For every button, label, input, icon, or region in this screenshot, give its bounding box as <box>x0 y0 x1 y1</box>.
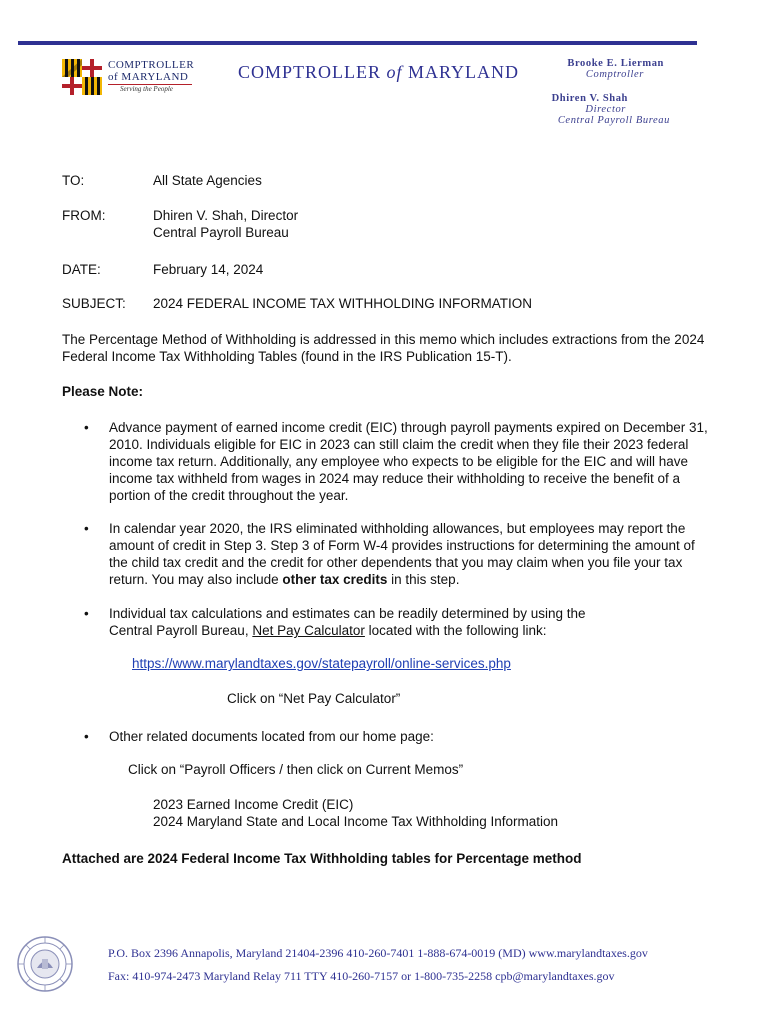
memo-date-label: DATE: <box>62 262 101 277</box>
bullet-text <box>109 605 729 639</box>
signer-director <box>470 93 670 126</box>
bullet-line: the child tax credit and the credit for other dependents that you may claim when you file your tax <box>109 555 683 570</box>
intro-line: The Percentage Method of Withholding is addressed in this memo which includes extractions from the 2024 <box>62 332 705 347</box>
related-doc-eic: 2023 Earned Income Credit (EIC) <box>153 797 354 812</box>
memo-from-label: FROM: <box>62 208 106 223</box>
bullet-text-part: Central Payroll Bureau, <box>109 623 253 638</box>
logo-text-comptroller: COMPTROLLER <box>108 59 195 71</box>
maryland-flag-icon <box>62 59 102 95</box>
logo-text-maryland: of MARYLAND <box>108 71 189 83</box>
footer-contact-line: Fax: 410-974-2473 Maryland Relay 711 TTY 410-260-7157 or 1-800-735-2258 cpb@marylandtaxes.gov <box>108 969 615 983</box>
header-rule <box>18 41 697 45</box>
memo-subject-label: SUBJECT: <box>62 296 126 311</box>
bullet-text: Other related documents located from our home page: <box>109 729 434 744</box>
bullet-icon: • <box>84 420 89 435</box>
bullet-icon: • <box>84 606 89 621</box>
intro-line: Federal Income Tax Withholding Tables (found in the IRS Publication 15-T). <box>62 349 512 364</box>
bullet-line: Advance payment of earned income credit (EIC) through payroll payments expired on December 31, <box>109 420 708 435</box>
attached-note: Attached are 2024 Federal Income Tax Withholding tables for Percentage method <box>62 851 582 866</box>
memo-to-label: TO: <box>62 173 85 188</box>
memo-date-value: February 14, 2024 <box>153 262 264 277</box>
signer-role: Director <box>585 104 626 115</box>
bullet-line: income tax withheld from wages in 2024 may reduce their withholding to receive the benefit of a <box>109 471 681 486</box>
signer-name: Dhiren V. Shah <box>551 93 628 104</box>
comptroller-logo <box>62 57 198 99</box>
intro-paragraph <box>62 331 727 365</box>
signer-role: Comptroller <box>585 69 644 80</box>
memo-subject-value: 2024 FEDERAL INCOME TAX WITHHOLDING INFORMATION <box>153 296 533 311</box>
bullet-text-bold: other tax credits <box>282 572 388 587</box>
bullet-text-part: located with the following link: <box>364 623 547 638</box>
bullet-icon: • <box>84 521 89 536</box>
signers-block <box>470 58 670 139</box>
bullet-line <box>109 622 729 639</box>
bullet-line: Individual tax calculations and estimates can be readily determined by using the <box>109 606 586 621</box>
bullet-text <box>109 520 729 588</box>
bullet-line: income tax return. Additionally, any employee who expects to be eligible for the EIC and will have <box>109 454 689 469</box>
bullet-line: 2010. Individuals eligible for EIC in 2023 can still claim the credit when they file their 2023 federal <box>109 437 689 452</box>
click-net-pay-instruction: Click on “Net Pay Calculator” <box>227 691 401 706</box>
bullet-line: portion of the credit throughout the year. <box>109 488 349 503</box>
bullet-line <box>109 571 729 588</box>
bullet-text-part: in this step. <box>387 572 460 587</box>
letterhead-title-part1: COMPTROLLER <box>238 62 382 82</box>
bullet-icon: • <box>84 729 89 744</box>
net-pay-calculator-link[interactable]: Net Pay Calculator <box>252 623 365 638</box>
footer-address-line: P.O. Box 2396 Annapolis, Maryland 21404-2396 410-260-7401 1-888-674-0019 (MD) www.marylandtaxes.gov <box>108 946 648 960</box>
please-note-heading: Please Note: <box>62 384 144 399</box>
signer-role: Central Payroll Bureau <box>557 115 670 126</box>
bullet-text <box>109 419 729 504</box>
letterhead-title-part2: of <box>386 62 403 82</box>
bullet-text-part: return. You may also include <box>109 572 283 587</box>
memo-from-value-2: Central Payroll Bureau <box>153 225 289 240</box>
signer-name: Brooke E. Lierman <box>567 58 664 69</box>
letterhead-title-part3: MARYLAND <box>408 62 520 82</box>
memo-to-value: All State Agencies <box>153 173 262 188</box>
bullet-line: amount of credit in Step 3. Step 3 of Form W-4 provides instructions for determining the amount of <box>109 538 695 553</box>
related-doc-state-local: 2024 Maryland State and Local Income Tax Withholding Information <box>153 814 558 829</box>
logo-tagline: Serving the People <box>120 85 173 93</box>
click-payroll-instruction: Click on “Payroll Officers / then click on Current Memos” <box>128 762 464 777</box>
memo-from-value: Dhiren V. Shah, Director <box>153 208 299 223</box>
signer-comptroller <box>470 58 670 80</box>
maryland-seal-icon <box>16 935 74 993</box>
bullet-line: In calendar year 2020, the IRS eliminated withholding allowances, but employees may report the <box>109 521 686 536</box>
online-services-link[interactable]: https://www.marylandtaxes.gov/statepayroll/online-services.php <box>132 656 511 671</box>
